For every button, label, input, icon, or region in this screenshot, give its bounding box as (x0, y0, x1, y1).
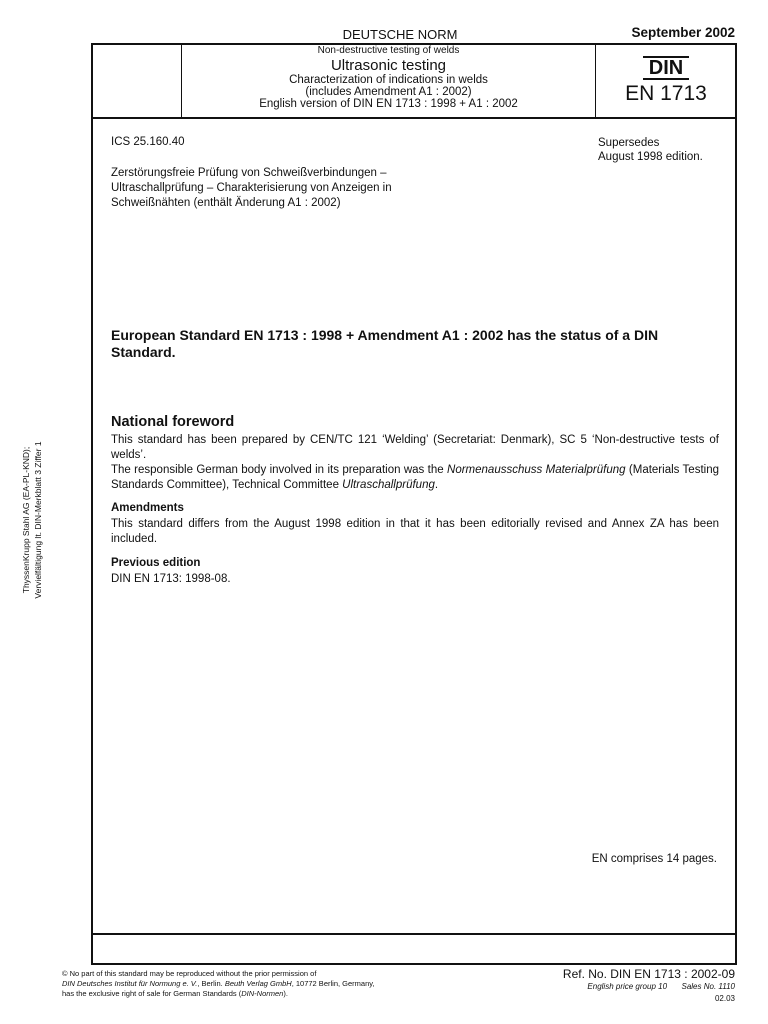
technical-committee-name: Ultraschallprüfung (342, 479, 435, 491)
foreword-text: . (434, 479, 439, 491)
german-title-line: Ultraschallprüfung – Charakterisierung von Anzeigen in (111, 182, 392, 194)
previous-edition-heading: Previous edition (111, 557, 201, 569)
german-title-line: Zerstörungsfreie Prüfung von Schweißverbindungen – (111, 167, 387, 179)
reference-number: Ref. No. DIN EN 1713 : 2002-09 (562, 967, 735, 981)
din-logo (620, 56, 712, 80)
page-frame-left (91, 43, 93, 965)
german-title (111, 166, 392, 211)
price-info (480, 982, 735, 991)
copyright-text: ). (283, 989, 288, 998)
norm-label: DEUTSCHE NORM (342, 27, 458, 42)
copyright-notice (62, 969, 375, 999)
title-line-5: English version of DIN EN 1713 : 1998 + A1 : 2002 (259, 98, 518, 110)
footer-frame-top (91, 933, 736, 935)
price-group: English price group 10 (587, 982, 668, 991)
page-count: EN comprises 14 pages. (591, 853, 717, 865)
supersedes (598, 136, 703, 164)
supersedes-edition: August 1998 edition. (598, 151, 703, 163)
title-subtitle: Non-destructive testing of welds (317, 45, 460, 56)
status-statement: European Standard EN 1713 : 1998 + Amendment A1 : 2002 has the status of a DIN Standard. (111, 327, 659, 360)
copyright-text: has the exclusive right of sale for German Standards ( (62, 989, 242, 998)
title-line-4: (includes Amendment A1 : 2002) (305, 86, 472, 98)
previous-edition-text: DIN EN 1713: 1998-08. (111, 573, 231, 585)
publisher-name: Beuth Verlag GmbH (224, 979, 292, 988)
distribution-note-line-2: Vervielfältigung lt. DIN-Merkblatt 3 Ziffer 1 (33, 441, 43, 599)
title-divider-right (595, 43, 596, 118)
amendments-text: This standard differs from the August 1998 edition in that it has been editorially revised and Annex ZA has been included. (111, 518, 719, 545)
foreword-heading: National foreword (111, 414, 235, 430)
edition-code: 02.03 (714, 994, 735, 1003)
german-title-line: Schweißnähten (enthält Änderung A1 : 2002) (111, 197, 341, 209)
distribution-note-line-1: ThyssenKrupp Stahl AG (EA-PL-KND); (21, 446, 31, 594)
amendments-heading: Amendments (111, 502, 184, 514)
copyright-line-3 (62, 989, 375, 999)
foreword-body (111, 433, 719, 493)
copyright-text: , 10772 Berlin, Germany, (291, 979, 375, 988)
sales-number: Sales No. 1110 (681, 982, 735, 991)
supersedes-label: Supersedes (598, 137, 660, 149)
committee-name: Normenausschuss Materialprüfung (447, 464, 626, 476)
title-line-3: Characterization of indications in welds (289, 74, 488, 86)
copyright-text: , Berlin. (197, 979, 225, 988)
copyright-line-1: © No part of this standard may be reproduced without the prior permission of (62, 969, 317, 978)
foreword-text: The responsible German body involved in its preparation was the (111, 464, 448, 476)
foreword-paragraph-1: This standard has been prepared by CEN/TC 121 ‘Welding’ (Secretariat: Denmark), SC 5 ‘Non-destructive tests of welds’. (111, 434, 719, 461)
foreword-text: (Materials Testing Standards Committee), Technical Committee (111, 464, 719, 491)
din-logo-text: DIN (643, 56, 689, 80)
standard-number: EN 1713 (625, 82, 707, 105)
foreword-paragraph-2 (111, 463, 719, 493)
ics-code: ICS 25.160.40 (111, 136, 185, 148)
din-normen: DIN-Normen (241, 989, 284, 998)
title-block (182, 45, 595, 110)
page-frame-right (735, 43, 737, 965)
copyright-line-2 (62, 979, 375, 989)
din-institute-name: DIN Deutsches Institut für Normung e. V. (62, 979, 198, 988)
title-frame-bottom (91, 117, 736, 119)
distribution-note (20, 430, 44, 610)
document-title: Ultrasonic testing (330, 57, 447, 74)
issue-date: September 2002 (631, 25, 735, 40)
footer-frame-bottom (91, 963, 736, 965)
